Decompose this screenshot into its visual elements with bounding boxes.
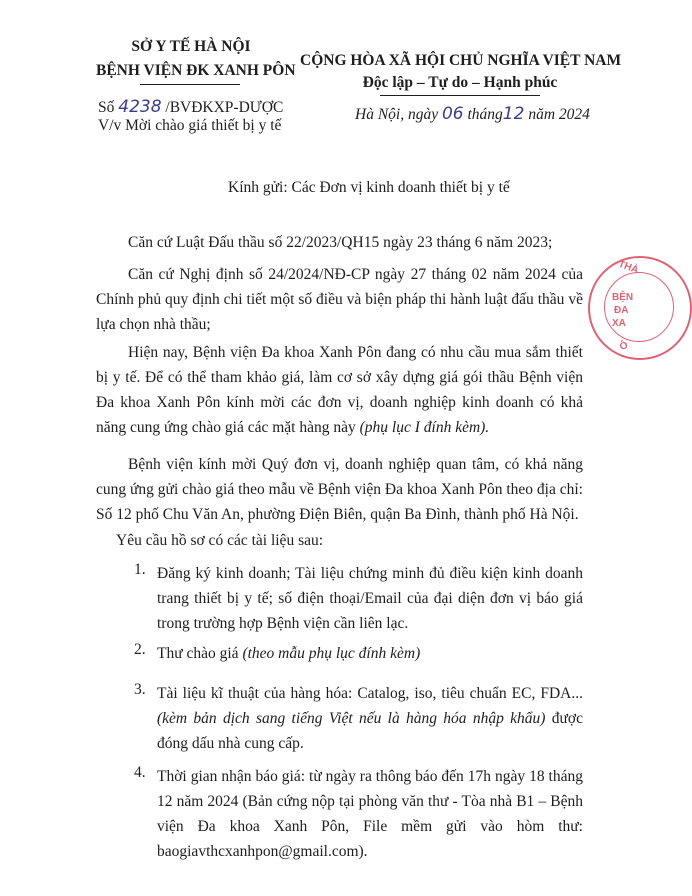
paragraph-requirements: Yêu cầu hồ sơ có các tài liệu sau: [116,532,324,549]
hospital-name: BỆNH VIỆN ĐK XANH PÔN [96,62,296,79]
paragraph-legal-basis-1: Căn cứ Luật Đấu thầu số 22/2023/QH15 ngày 23 tháng 6 năm 2023; [128,234,553,251]
list-number-3: 3. [134,681,146,698]
list-number-2: 2. [134,641,146,658]
national-motto: Độc lập – Tự do – Hạnh phúc [362,74,558,91]
document-number [98,97,283,117]
list-item-3-text: Tài liệu kĩ thuật của hàng hóa: Catalog, iso, tiêu chuẩn EC, FDA... [157,685,583,702]
hospital-underline [140,84,240,85]
stamp-text-bottom: Ô [618,340,630,353]
number-prefix: Số [98,99,115,116]
list-item-2-text: Thư chào giá [157,645,239,662]
paragraph-purpose [96,340,583,440]
country-name: CỘNG HÒA XÃ HỘI CHỦ NGHĨA VIỆT NAM [300,52,622,69]
date-month-label: tháng [467,106,503,123]
list-item-3-tail: được đóng dấu nhà cung cấp. [157,710,583,752]
list-item-2-italic: (theo mẫu phụ lục đính kèm) [242,645,421,662]
list-item-2 [157,641,583,666]
paragraph-legal-basis-2: Căn cứ Nghị định số 24/2024/NĐ-CP ngày 27 tháng 02 năm 2024 của Chính phủ quy định chi tiết một số điều và biện pháp thi hành luật đấu thầu về lựa chọn nhà thầu; [96,266,583,333]
stamp-text-line1: BỆN [612,292,634,303]
document-subject: V/v Mời chào giá thiết bị y tế [98,117,282,134]
document-date [355,104,590,124]
number-handwritten: 4238 [118,97,162,117]
list-item-1: Đăng ký kinh doanh; Tài liệu chứng minh đủ điều kiện kinh doanh trang thiết bị y tế; số điện thoại/Email của đại diện đơn vị báo giá trong trường hợp Bệnh viện cần liên lạc. [157,565,583,632]
stamp-text-line3: XA [612,318,626,329]
list-item-4: Thời gian nhận báo giá: từ ngày ra thông báo đến 17h ngày 18 tháng 12 năm 2024 (Bản cứng nộp tại phòng văn thư - Tòa nhà B1 – Bệnh viện Đa khoa Xanh Pôn, File mềm gửi vào hòm thư: baogiavthcxanhpon@gmail.com). [157,768,583,860]
purpose-text: Hiện nay, Bệnh viện Đa khoa Xanh Pôn đang có nhu cầu mua sắm thiết bị y tế. Để có thể tham khảo giá, làm cơ sở xây dựng giá gói thầu Bệnh viện Đa khoa Xanh Pôn kính mời các đơn vị, doanh nghiệp kinh doanh có khả năng cung ứng chào giá các mặt hàng này [96,344,583,436]
list-number-1: 1. [134,561,146,578]
department-name: SỞ Y TẾ HÀ NỘI [131,38,251,55]
date-year: năm 2024 [528,106,590,123]
salutation: Kính gửi: Các Đơn vị kinh doanh thiết bị y tế [228,179,510,196]
stamp-text-top: THÀ [616,258,640,277]
number-suffix: /BVĐKXP-DƯỢC [165,99,284,116]
motto-underline [380,95,540,96]
date-prefix: Hà Nội, ngày [355,106,439,123]
stamp-text-line2: ĐA [614,305,629,316]
paragraph-invitation: Bệnh viện kính mời Quý đơn vị, doanh nghiệp quan tâm, có khả năng cung ứng gửi chào giá theo mẫu về Bệnh viện Đa khoa Xanh Pôn theo địa chỉ: Số 12 phố Chu Văn An, phường Điện Biên, quận Ba Đình, thành phố Hà Nội. [96,456,583,523]
list-item-3-italic: (kèm bản dịch sang tiếng Việt nếu là hàng hóa nhập khẩu) [157,710,546,727]
list-number-4: 4. [134,764,146,781]
purpose-appendix: (phụ lục I đính kèm). [359,419,490,436]
date-day: 06 [441,104,464,124]
date-month: 12 [502,104,525,124]
list-item-3 [157,681,583,756]
hospital-stamp [588,256,692,360]
